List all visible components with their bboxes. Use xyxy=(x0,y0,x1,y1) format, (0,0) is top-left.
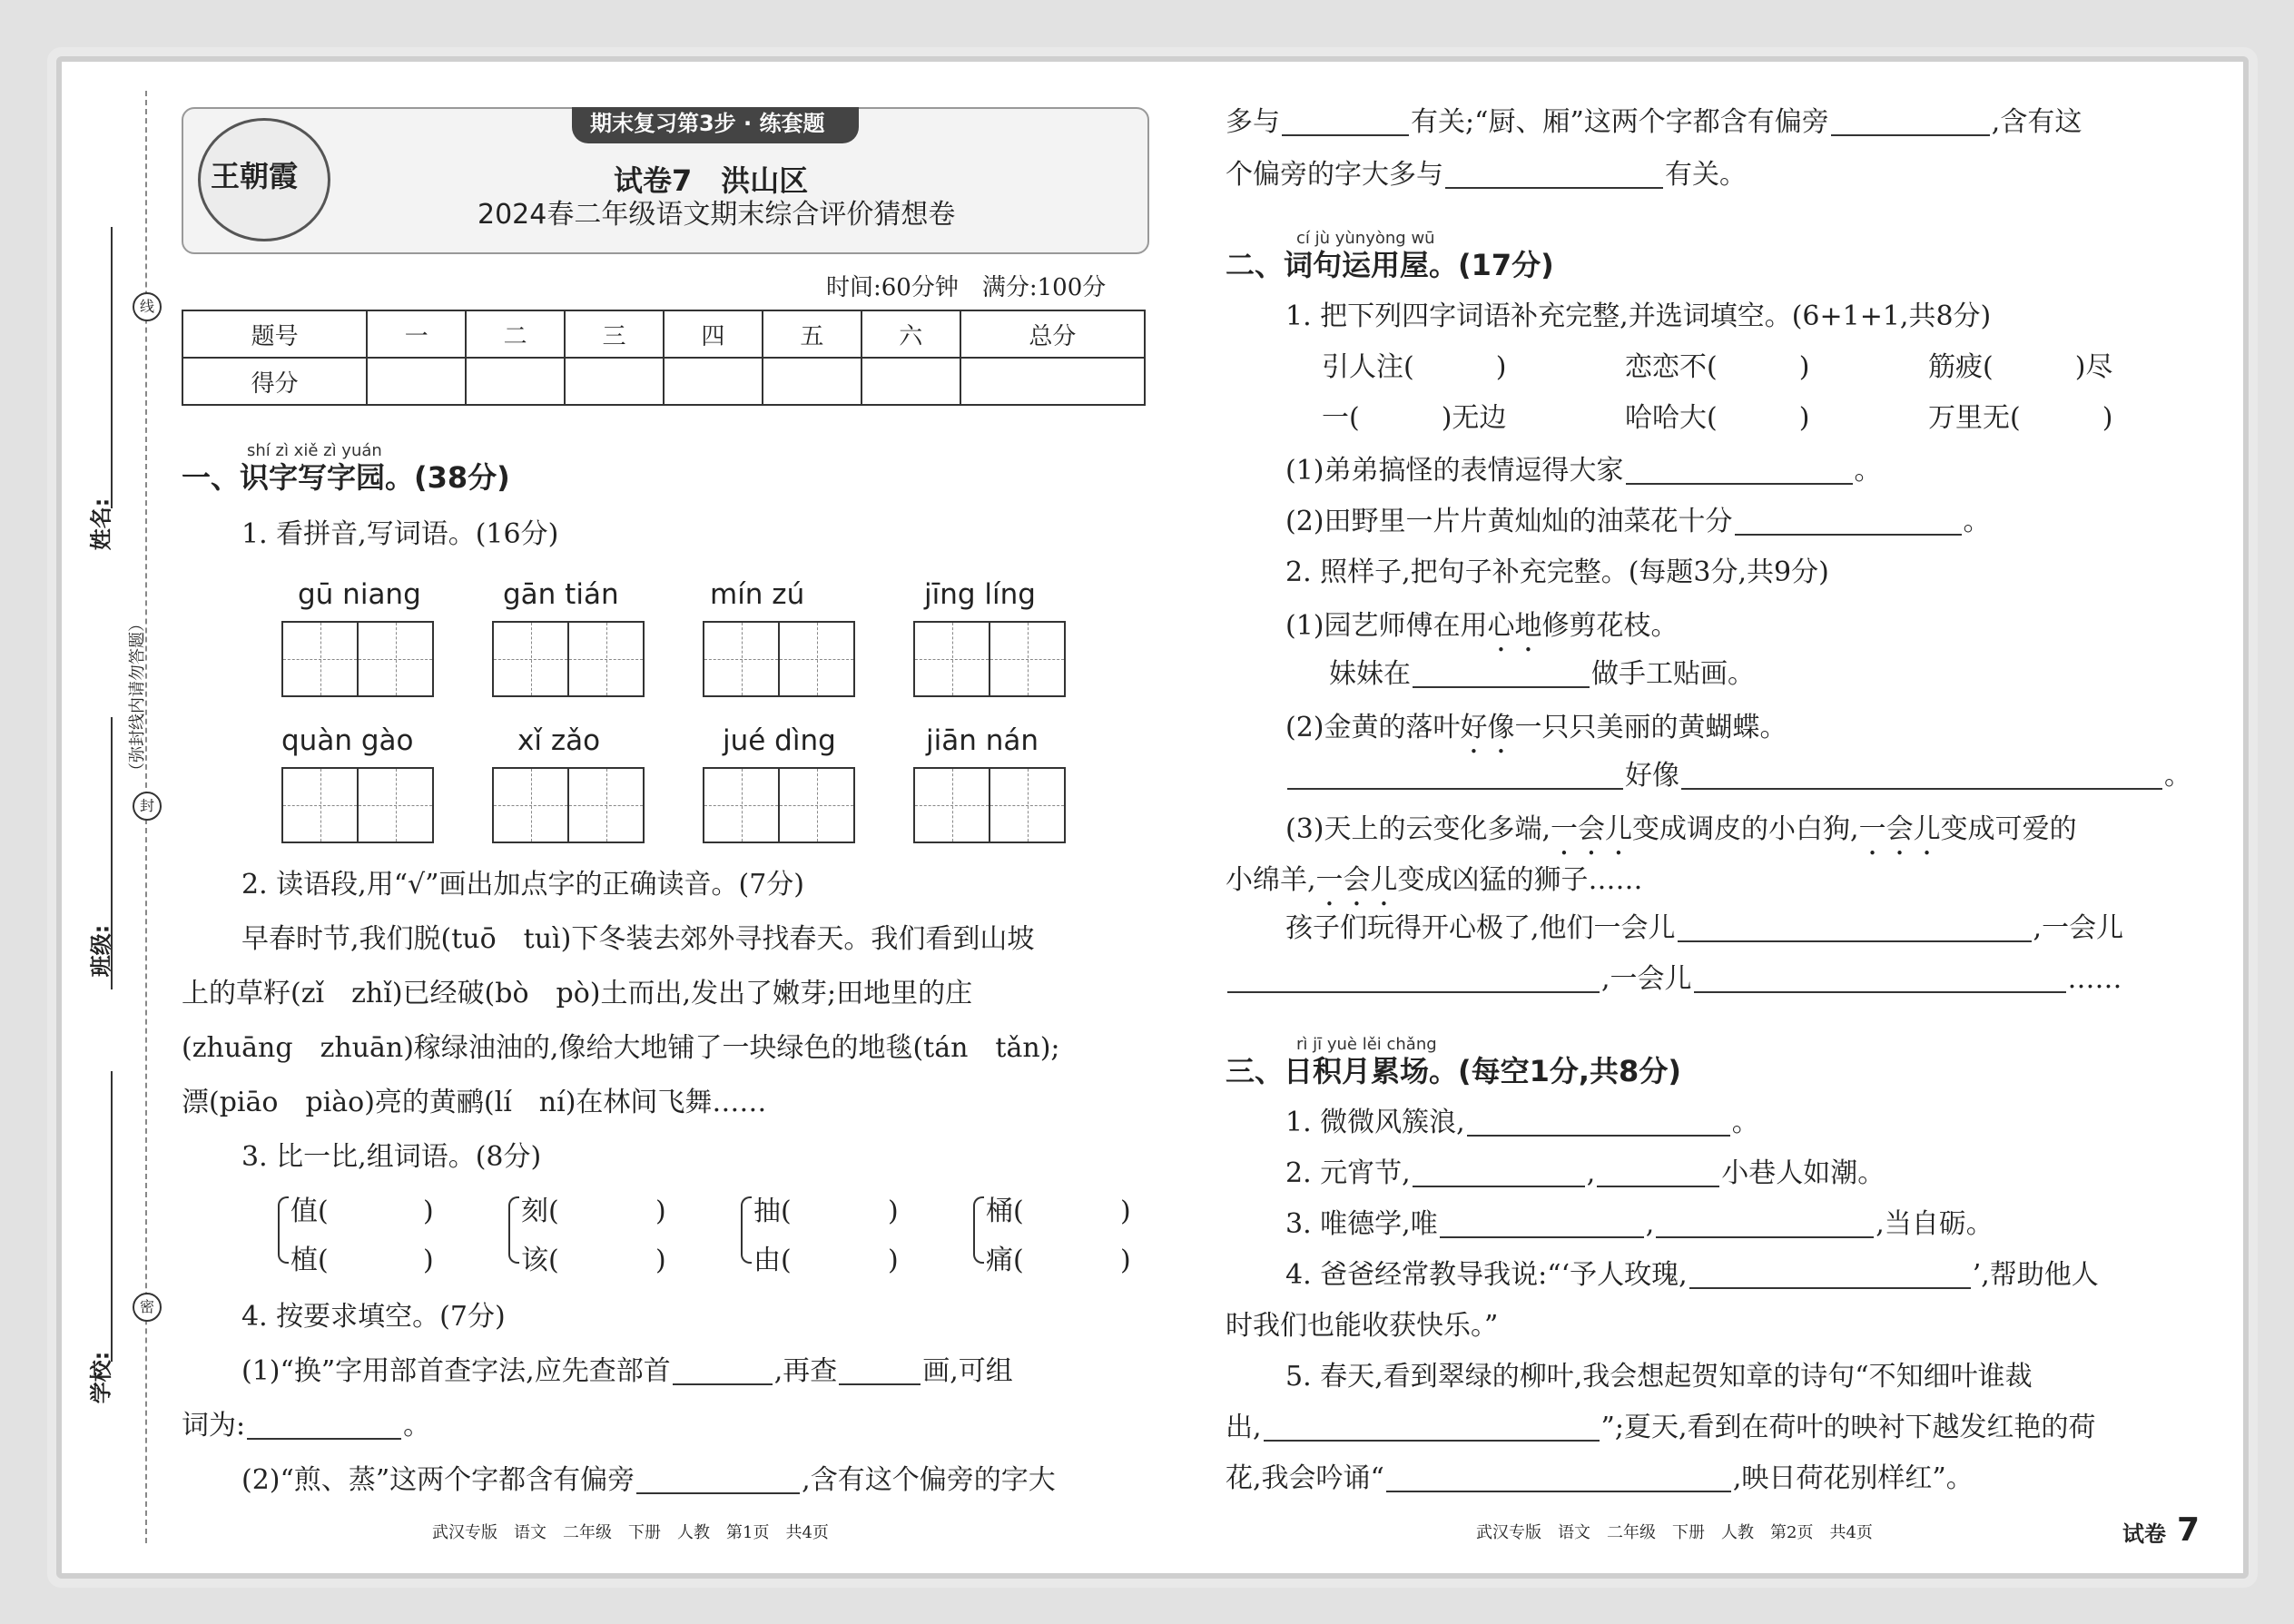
pinyin-word: quàn gào xyxy=(281,724,414,757)
passage-line: (zhuāng zhuān)稼绿油油的,像给大地铺了一块绿色的地毯(tán tǎn); xyxy=(182,1032,1060,1064)
paren-close: ) xyxy=(655,1196,666,1227)
passage-line: 早春时节,我们脱(tuō tuì)下冬装去郊外寻找春天。我们看到山坡 xyxy=(241,923,1035,955)
seal-mark-line: 线 xyxy=(133,292,162,321)
footer-number: 7 xyxy=(2177,1511,2200,1549)
paren-close: ) xyxy=(423,1245,434,1276)
idiom: 一( )无边 xyxy=(1322,402,1507,434)
answer-blank[interactable] xyxy=(1282,111,1409,136)
s3-q4: 4. 爸爸经常教导我说:“‘予人玫瑰, ’,帮助他人 xyxy=(1285,1259,2099,1291)
answer-blank[interactable] xyxy=(1831,111,1990,136)
idiom: 筋疲( )尽 xyxy=(1928,351,2113,383)
class-label: 班级: xyxy=(88,924,114,978)
paren-close: ) xyxy=(888,1245,899,1276)
example-line: 孩子们玩得开心极了,他们一会儿 ,一会儿 xyxy=(1285,912,2124,944)
score-header: 题号 xyxy=(182,310,367,358)
brace xyxy=(973,1196,984,1264)
answer-blank[interactable] xyxy=(1681,764,2162,790)
paren-close: ) xyxy=(1120,1196,1131,1227)
example-line: 好像 。 xyxy=(1285,763,2191,790)
seal-notice: （弥封线内请勿答题） xyxy=(128,615,147,779)
answer-blank[interactable] xyxy=(1656,1213,1874,1238)
answer-blank[interactable] xyxy=(1264,1416,1600,1442)
score-header: 三 xyxy=(565,310,664,358)
name-label: 姓名: xyxy=(88,497,114,551)
q4-line1: (1)“换”字用部首查字法,应先查部首 ,再查 画,可组 xyxy=(241,1355,1013,1387)
brace xyxy=(741,1196,752,1264)
name-line xyxy=(111,227,113,508)
pinyin-word: mín zú xyxy=(710,578,805,611)
section3-pinyin: rì jī yuè lěi chǎng xyxy=(1296,1035,1437,1054)
answer-blank[interactable] xyxy=(1440,1213,1644,1238)
idiom: 引人注( ) xyxy=(1322,351,1507,383)
paper-title: 试卷7 洪山区 xyxy=(614,163,809,198)
answer-blank[interactable] xyxy=(1678,917,2032,942)
q4-line2: 词为: 。 xyxy=(182,1410,431,1442)
compare-char: 植( xyxy=(290,1245,329,1276)
answer-blank[interactable] xyxy=(636,1469,800,1494)
brace xyxy=(508,1196,519,1264)
section2-title: 二、词句运用屋。(17分) xyxy=(1226,248,1554,282)
idiom: 哈哈大( ) xyxy=(1625,402,1810,434)
writing-grid[interactable] xyxy=(281,767,434,843)
section1-pinyin: shí zì xiě zì yuán xyxy=(247,441,382,460)
q2-title: 2. 读语段,用“√”画出加点字的正确读音。(7分) xyxy=(241,869,804,901)
writing-grid[interactable] xyxy=(492,621,645,697)
section2-pinyin: cí jù yùnyòng wū xyxy=(1296,229,1435,248)
answer-blank[interactable] xyxy=(673,1360,773,1385)
seal-mark-seal: 封 xyxy=(133,792,162,821)
score-header: 五 xyxy=(763,310,861,358)
answer-blank[interactable] xyxy=(1413,1162,1585,1187)
s3-q5-line3: 花,我会吟诵“ ,映日荷花别样红”。 xyxy=(1226,1462,1974,1494)
score-header: 一 xyxy=(367,310,466,358)
example-line: (2)金黄的落叶好像一只只美丽的黄蝴蝶。 xyxy=(1285,712,1787,743)
answer-blank[interactable] xyxy=(247,1414,401,1440)
s2-q1-title: 1. 把下列四字词语补充完整,并选词填空。(6+1+1,共8分) xyxy=(1285,300,1992,332)
logo-text: 王朝霞 xyxy=(211,159,299,193)
answer-blank[interactable] xyxy=(1445,163,1663,189)
fill-sentence: (1)弟弟搞怪的表情逗得大家 。 xyxy=(1285,455,1882,487)
score-header: 六 xyxy=(861,310,960,358)
q3-title: 3. 比一比,组词语。(8分) xyxy=(241,1141,542,1173)
score-row-label: 得分 xyxy=(182,358,367,405)
example-line: (3)天上的云变化多端,一会儿变成调皮的小白狗,一会儿变成可爱的 xyxy=(1285,813,2077,845)
passage-line: 漂(piāo piào)亮的黄鹂(lí ní)在林间飞舞…… xyxy=(182,1087,767,1118)
score-header: 总分 xyxy=(960,310,1145,358)
section3-title: 三、日积月累场。(每空1分,共8分) xyxy=(1226,1054,1681,1088)
writing-grid[interactable] xyxy=(703,621,855,697)
score-cell[interactable] xyxy=(861,358,960,405)
paren-close: ) xyxy=(655,1245,666,1276)
score-cell[interactable] xyxy=(466,358,565,405)
answer-blank[interactable] xyxy=(1694,968,2066,993)
score-table xyxy=(182,310,1146,406)
pinyin-word: gān tián xyxy=(503,578,619,611)
idiom: 恋恋不( ) xyxy=(1625,351,1810,383)
writing-grid[interactable] xyxy=(913,621,1066,697)
passage-line: 上的草籽(zǐ zhǐ)已经破(bò pò)土而出,发出了嫩芽;田地里的庄 xyxy=(182,978,973,1009)
example-line: ,一会儿 …… xyxy=(1226,966,2122,993)
answer-blank[interactable] xyxy=(1386,1467,1731,1492)
example-line: 小绵羊,一会儿变成凶猛的狮子…… xyxy=(1226,864,1643,896)
compare-char: 值( xyxy=(290,1196,329,1227)
score-cell[interactable] xyxy=(565,358,664,405)
writing-grid[interactable] xyxy=(281,621,434,697)
compare-char: 刻( xyxy=(521,1196,559,1227)
s2-q2-title: 2. 照样子,把句子补充完整。(每题3分,共9分) xyxy=(1285,556,1829,588)
cont-line1: 多与 有关;“厨、厢”这两个字都含有偏旁 ,含有这 xyxy=(1226,106,2082,138)
score-header: 四 xyxy=(664,310,763,358)
score-header: 二 xyxy=(466,310,565,358)
answer-blank[interactable] xyxy=(1227,968,1600,993)
footer-tag: 试卷 xyxy=(2122,1521,2166,1547)
banner-text: 期末复习第3步 · 练套题 xyxy=(590,111,825,136)
pinyin-word: xǐ zǎo xyxy=(517,724,601,757)
answer-blank[interactable] xyxy=(839,1360,921,1385)
compare-char: 桶( xyxy=(986,1196,1024,1227)
answer-blank[interactable] xyxy=(1467,1111,1730,1137)
q1-title: 1. 看拼音,写词语。(16分) xyxy=(241,518,559,550)
compare-char: 抽( xyxy=(753,1196,792,1227)
footer-left: 武汉专版 语文 二年级 下册 人教 第1页 共4页 xyxy=(432,1523,829,1542)
s3-q5: 5. 春天,看到翠绿的柳叶,我会想起贺知章的诗句“不知细叶谁裁 xyxy=(1285,1361,2033,1393)
writing-grid[interactable] xyxy=(913,767,1066,843)
time-info: 时间:60分钟 满分:100分 xyxy=(826,274,1107,301)
s3-q4-cont: 时我们也能收获快乐。” xyxy=(1226,1310,1499,1342)
example-line: 妹妹在 做手工贴画。 xyxy=(1329,658,1755,690)
q4-title: 4. 按要求填空。(7分) xyxy=(241,1301,506,1333)
answer-blank[interactable] xyxy=(1735,510,1962,536)
writing-grid[interactable] xyxy=(492,767,645,843)
seal-mark-secret: 密 xyxy=(133,1293,162,1322)
writing-grid[interactable] xyxy=(703,767,855,843)
answer-blank[interactable] xyxy=(1413,663,1590,688)
paren-close: ) xyxy=(1120,1245,1131,1276)
pinyin-word: jiān nán xyxy=(926,724,1039,757)
section1-title: 一、识字写字园。(38分) xyxy=(182,460,510,495)
score-cell[interactable] xyxy=(763,358,861,405)
compare-char: 痛( xyxy=(986,1245,1024,1276)
school-line xyxy=(111,1071,113,1362)
pinyin-word: gū niang xyxy=(298,578,421,611)
answer-blank[interactable] xyxy=(1287,764,1623,790)
cont-line2: 个偏旁的字大多与 有关。 xyxy=(1226,159,1747,191)
idiom: 万里无( ) xyxy=(1928,402,2113,434)
example-line: (1)园艺师傅在用心地修剪花枝。 xyxy=(1285,610,1679,642)
s3-q1: 1. 微微风簇浪, 。 xyxy=(1285,1107,1759,1138)
score-cell[interactable] xyxy=(367,358,466,405)
paren-close: ) xyxy=(423,1196,434,1227)
paren-close: ) xyxy=(888,1196,899,1227)
compare-char: 该( xyxy=(521,1245,559,1276)
s3-q5-line2: 出, ”;夏天,看到在荷叶的映衬下越发红艳的荷 xyxy=(1226,1412,2096,1443)
answer-blank[interactable] xyxy=(1597,1162,1719,1187)
pinyin-word: jīng líng xyxy=(924,578,1036,611)
score-cell[interactable] xyxy=(664,358,763,405)
brace xyxy=(278,1196,289,1264)
fill-sentence: (2)田野里一片片黄灿灿的油菜花十分 。 xyxy=(1285,506,1991,537)
footer-right: 武汉专版 语文 二年级 下册 人教 第2页 共4页 xyxy=(1476,1523,1873,1542)
score-cell[interactable] xyxy=(960,358,1145,405)
compare-char: 由( xyxy=(753,1245,792,1276)
s3-q2: 2. 元宵节, , 小巷人如潮。 xyxy=(1285,1157,1885,1189)
school-label: 学校: xyxy=(88,1351,114,1404)
q4-line3: (2)“煎、蒸”这两个字都含有偏旁 ,含有这个偏旁的字大 xyxy=(241,1464,1056,1496)
pinyin-word: jué dìng xyxy=(723,724,836,757)
paper-subtitle: 2024春二年级语文期末综合评价猜想卷 xyxy=(478,199,956,231)
answer-blank[interactable] xyxy=(1689,1264,1971,1289)
answer-blank[interactable] xyxy=(1626,459,1853,485)
s3-q3: 3. 唯德学,唯 , ,当自砺。 xyxy=(1285,1208,1994,1240)
